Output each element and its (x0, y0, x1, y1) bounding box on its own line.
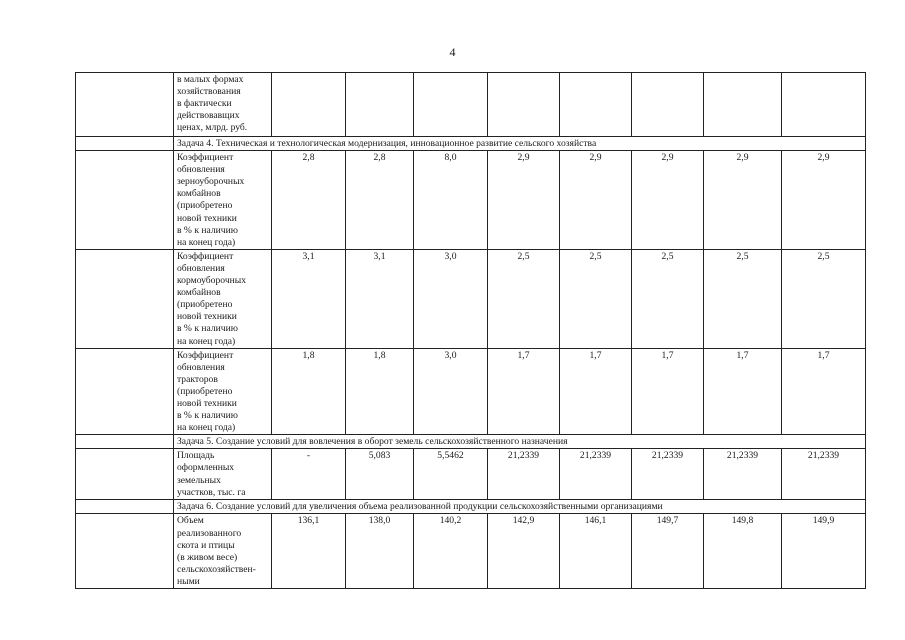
value-cell: - (272, 449, 346, 500)
value-cell: 2,5 (704, 249, 782, 348)
value-cell (782, 73, 866, 137)
value-cell: 21,2339 (782, 449, 866, 500)
value-cell: 21,2339 (560, 449, 632, 500)
indicator-label-line: реализованного (177, 527, 242, 539)
value-cell: 3,1 (346, 249, 414, 348)
indicator-label-line: ными (177, 575, 200, 587)
indicator-label (174, 249, 272, 348)
indicator-label-line: зерноуборочных (177, 176, 245, 188)
task-row (76, 137, 866, 151)
value-cell: 3,1 (272, 249, 346, 348)
indicator-label-line: хозяйствования (177, 86, 241, 98)
task-heading: Задача 5. Создание условий для вовлечения в оборот земель сельскохозяйственного назначения (174, 435, 866, 449)
value-cell: 136,1 (272, 514, 346, 589)
number-cell (76, 249, 174, 348)
indicator-label-line: кормоуборочных (177, 275, 247, 287)
table-body (76, 73, 866, 589)
indicator-label-line: новой техники (177, 212, 237, 224)
value-cell: 2,9 (632, 151, 704, 250)
indicator-label-line: (приобретено (177, 200, 233, 212)
number-cell (76, 435, 174, 449)
value-cell: 140,2 (414, 514, 488, 589)
indicator-label-line: оформленных (177, 462, 235, 474)
indicator-label-line: в малых формах (177, 74, 244, 85)
indicator-label-line: тракторов (177, 373, 218, 385)
indicator-label-line: в фактически (177, 98, 232, 110)
value-cell: 3,0 (414, 348, 488, 435)
indicator-label-line: обновления (177, 164, 225, 176)
number-cell (76, 449, 174, 500)
indicator-label-line: Коэффициент (177, 349, 234, 361)
value-cell: 1,8 (346, 348, 414, 435)
value-cell: 21,2339 (632, 449, 704, 500)
value-cell: 5,083 (346, 449, 414, 500)
indicator-label (174, 449, 272, 500)
indicator-label-line: Коэффициент (177, 152, 234, 164)
indicator-label-line: на конец года) (177, 236, 236, 248)
value-cell: 2,5 (560, 249, 632, 348)
task-heading: Задача 4. Техническая и технологическая модернизация, инновационное развитие сельского хозяйства (174, 137, 866, 151)
table-row (76, 73, 866, 137)
table-row (76, 151, 866, 250)
table-row (76, 449, 866, 500)
value-cell (704, 73, 782, 137)
indicator-label-line: действовавщих (177, 110, 240, 122)
number-cell (76, 514, 174, 589)
value-cell: 2,9 (782, 151, 866, 250)
value-cell: 21,2339 (488, 449, 560, 500)
indicator-label-line: Коэффициент (177, 250, 234, 262)
indicator-label-line: участков, тыс. га (177, 486, 246, 498)
value-cell: 149,7 (632, 514, 704, 589)
value-cell (560, 73, 632, 137)
value-cell: 2,5 (488, 249, 560, 348)
value-cell: 2,5 (782, 249, 866, 348)
value-cell: 21,2339 (704, 449, 782, 500)
indicator-label-line: Объем (177, 515, 204, 527)
task-row (76, 435, 866, 449)
number-cell (76, 348, 174, 435)
indicator-label-line: в % к наличию (177, 323, 238, 335)
indicator-label-line: скота и птицы (177, 539, 235, 551)
indicator-label-line: новой техники (177, 397, 237, 409)
indicator-label-line: Площадь (177, 450, 215, 462)
indicator-label (174, 514, 272, 589)
indicators-table (75, 72, 866, 589)
value-cell: 1,7 (704, 348, 782, 435)
indicator-label-line: (приобретено (177, 299, 233, 311)
value-cell: 149,9 (782, 514, 866, 589)
value-cell (414, 73, 488, 137)
number-cell (76, 151, 174, 250)
indicator-label-line: на конец года) (177, 422, 236, 434)
indicator-label-line: (приобретено (177, 385, 233, 397)
value-cell (488, 73, 560, 137)
value-cell: 2,9 (560, 151, 632, 250)
value-cell: 1,7 (782, 348, 866, 435)
value-cell: 2,9 (488, 151, 560, 250)
indicator-label-line: (в живом весе) (177, 551, 238, 563)
indicator-label (174, 348, 272, 435)
page-number: 4 (449, 45, 456, 59)
indicator-label-line: обновления (177, 361, 225, 373)
value-cell: 5,5462 (414, 449, 488, 500)
table-row (76, 249, 866, 348)
task-heading: Задача 6. Создание условий для увеличения объема реализованной продукции сельскохозяйственными организациями (174, 500, 866, 514)
value-cell: 142,9 (488, 514, 560, 589)
indicator-label-line: сельскохозяйствен- (177, 563, 256, 575)
number-cell (76, 500, 174, 514)
value-cell (272, 73, 346, 137)
indicator-label-line: ценах, млрд. руб. (177, 122, 248, 134)
value-cell: 149,8 (704, 514, 782, 589)
indicator-label-line: комбайнов (177, 287, 221, 299)
number-cell (76, 73, 174, 137)
indicator-label-line: комбайнов (177, 188, 221, 200)
value-cell (632, 73, 704, 137)
value-cell: 1,7 (632, 348, 704, 435)
indicator-label (174, 151, 272, 250)
value-cell: 2,8 (272, 151, 346, 250)
indicator-label-line: на конец года) (177, 335, 236, 347)
value-cell: 3,0 (414, 249, 488, 348)
table-row (76, 348, 866, 435)
indicator-label (174, 73, 272, 137)
value-cell: 1,7 (560, 348, 632, 435)
indicator-label-line: в % к наличию (177, 410, 238, 422)
value-cell: 2,9 (704, 151, 782, 250)
value-cell: 2,5 (632, 249, 704, 348)
table-row (76, 514, 866, 589)
value-cell: 146,1 (560, 514, 632, 589)
value-cell: 1,7 (488, 348, 560, 435)
indicator-label-line: новой техники (177, 311, 237, 323)
value-cell: 1,8 (272, 348, 346, 435)
value-cell: 138,0 (346, 514, 414, 589)
indicator-label-line: земельных (177, 474, 221, 486)
value-cell: 2,8 (346, 151, 414, 250)
task-row (76, 500, 866, 514)
indicator-label-line: в % к наличию (177, 224, 238, 236)
number-cell (76, 137, 174, 151)
value-cell (346, 73, 414, 137)
value-cell: 8,0 (414, 151, 488, 250)
indicator-label-line: обновления (177, 262, 225, 274)
